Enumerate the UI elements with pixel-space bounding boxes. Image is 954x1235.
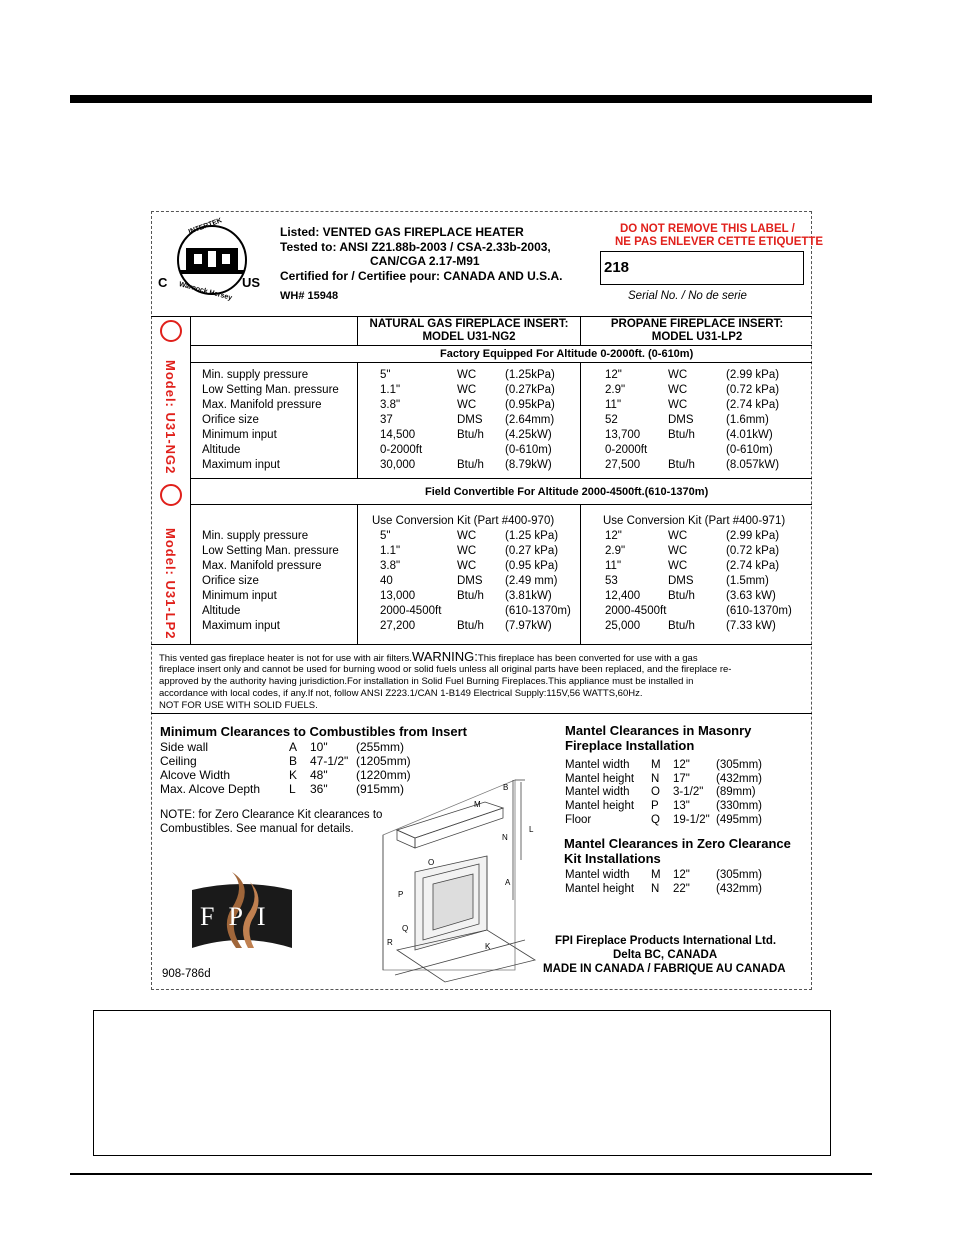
field-altitude-heading: Field Convertible For Altitude 2000-4500ft.(610-1370m) <box>425 486 709 498</box>
ng-unit: WC <box>457 384 477 396</box>
ng-title: NATURAL GAS FIREPLACE INSERT: <box>369 318 569 330</box>
lp-metric: (2.74 kPa) <box>726 399 780 411</box>
ng-value: 5" <box>380 369 391 381</box>
clearance-letter: A <box>289 740 298 754</box>
zero-title-1: Mantel Clearances in Zero Clearance <box>564 836 791 851</box>
warning-line4: accordance with local codes, if any.If not, follow ANSI Z223.1/CAN 1-B149 Electrical Supply:115V,56 WATTS,60Hz. <box>159 688 643 699</box>
masonry-item: Mantel width <box>565 759 630 771</box>
spec-label: Low Setting Man. pressure <box>202 545 339 557</box>
lp-model: MODEL U31-LP2 <box>651 331 743 343</box>
lp-unit: DMS <box>668 575 694 587</box>
maker-line-2: Delta BC, CANADA <box>613 949 718 961</box>
clearance-inches: 10" <box>310 740 328 754</box>
masonry-inches: 17" <box>673 772 690 785</box>
masonry-letter: P <box>651 800 659 813</box>
ng-metric: (8.79kW) <box>505 459 552 471</box>
clearances-title: Minimum Clearances to Combustibles from Insert <box>160 724 468 739</box>
lp-unit: WC <box>668 369 688 381</box>
ng-unit: Btu/h <box>457 429 484 441</box>
model-ng2-checkbox[interactable] <box>160 320 182 342</box>
masonry-inches: 19-1/2" <box>673 813 710 826</box>
ng-unit: DMS <box>457 575 483 587</box>
masonry-title-1: Mantel Clearances in Masonry <box>565 723 752 738</box>
ng-metric: (2.64mm) <box>505 414 555 426</box>
ng-value: 5" <box>380 530 391 542</box>
warning-line1a: This vented gas fireplace heater is not for use with air filters. <box>159 653 412 664</box>
spec-label: Minimum input <box>202 429 277 441</box>
logo-us: US <box>242 275 261 290</box>
lp-value: 27,500 <box>605 459 641 471</box>
lp-unit: WC <box>668 560 688 572</box>
serial-value: 218 <box>604 259 630 276</box>
ng-value: 37 <box>380 414 393 426</box>
diagram-letter: P <box>398 890 404 899</box>
logo-c: C <box>158 275 168 290</box>
lp-metric: (7.33 kW) <box>726 620 776 632</box>
factory-altitude-heading: Factory Equipped For Altitude 0-2000ft. (0-610m) <box>440 348 694 360</box>
lp-value: 13,700 <box>605 429 641 441</box>
lp-metric: (1.5mm) <box>726 575 769 587</box>
ng-value: 13,000 <box>380 590 416 602</box>
lp-unit: Btu/h <box>668 459 695 471</box>
zero-letter: N <box>651 883 660 895</box>
ng-value: 30,000 <box>380 459 416 471</box>
clearance-note-1: NOTE: for Zero Clearance Kit clearances to <box>160 809 383 821</box>
ng-unit: DMS <box>457 414 483 426</box>
lp-title: PROPANE FIREPLACE INSERT: <box>610 318 784 330</box>
clearance-inches: 36" <box>310 782 328 796</box>
diagram-letter: B <box>503 783 509 792</box>
lp-value: 2.9" <box>605 384 626 396</box>
lp-value: 2000-4500ft <box>605 605 667 617</box>
ng-metric: (7.97kW) <box>505 620 552 632</box>
listed-line: Listed: VENTED GAS FIREPLACE HEATER <box>280 225 524 239</box>
spec-label: Max. Manifold pressure <box>202 399 322 411</box>
lp-value: 52 <box>605 414 618 426</box>
clearance-note-2: Combustibles. See manual for details. <box>160 823 354 835</box>
spec-label: Maximum input <box>202 459 280 471</box>
ng-value: 2000-4500ft <box>380 605 442 617</box>
wh-number: WH# 15948 <box>280 290 339 302</box>
ng-metric: (3.81kW) <box>505 590 552 602</box>
lp-value: 12,400 <box>605 590 641 602</box>
ng-metric: (0.27kPa) <box>505 384 555 396</box>
zero-mm: (432mm) <box>716 883 763 895</box>
lp-value: 12" <box>605 369 622 381</box>
ng-metric: (0.95kPa) <box>505 399 555 411</box>
clearance-item: Ceiling <box>160 754 197 768</box>
model-lp2-checkbox[interactable] <box>160 484 182 506</box>
masonry-item: Mantel width <box>565 786 630 799</box>
lp-metric: (0.72 kPa) <box>726 545 780 557</box>
lp-value: 25,000 <box>605 620 641 632</box>
lp-unit: WC <box>668 530 688 542</box>
lp-metric: (3.63 kW) <box>726 590 776 602</box>
masonry-item: Floor <box>565 813 592 826</box>
lp-unit: WC <box>668 384 688 396</box>
ng-unit: Btu/h <box>457 459 484 471</box>
lp-metric: (2.99 kPa) <box>726 369 780 381</box>
lp-unit: WC <box>668 399 688 411</box>
clearance-letter: L <box>289 782 296 796</box>
ng-value: 27,200 <box>380 620 416 632</box>
warning-line5: NOT FOR USE WITH SOLID FUELS. <box>159 700 318 711</box>
ng-unit: WC <box>457 399 477 411</box>
masonry-mm: (305mm) <box>716 759 763 771</box>
serial-box <box>600 251 804 285</box>
spec-label: Low Setting Man. pressure <box>202 384 339 396</box>
lp-unit: DMS <box>668 414 694 426</box>
warning-word: WARNING: <box>411 649 478 664</box>
lp-value: 2.9" <box>605 545 626 557</box>
spec-label: Min. supply pressure <box>202 369 309 381</box>
note-box <box>93 1010 831 1156</box>
ng-value: 3.8" <box>380 399 401 411</box>
part-number: 908-786d <box>162 968 211 980</box>
clearance-item: Alcove Width <box>160 768 231 782</box>
diagram-letter: R <box>387 938 393 947</box>
lp-metric: (0-610m) <box>726 444 773 456</box>
ng-unit: WC <box>457 369 477 381</box>
ng-metric: (4.25kW) <box>505 429 552 441</box>
kit-lp: Use Conversion Kit (Part #400-971) <box>603 515 786 527</box>
ng-value: 1.1" <box>380 545 401 557</box>
side-model-ng2: Model: U31-NG2 <box>163 360 178 475</box>
clearance-mm: (1205mm) <box>356 754 411 768</box>
ng-metric: (610-1370m) <box>505 605 571 617</box>
ng-unit: Btu/h <box>457 620 484 632</box>
lp-unit: Btu/h <box>668 429 695 441</box>
masonry-item: Mantel height <box>565 772 635 785</box>
spec-label: Orifice size <box>202 575 259 587</box>
serial-label: Serial No. / No de serie <box>628 290 747 302</box>
spec-label: Orifice size <box>202 414 259 426</box>
logo-bottom-text: Warnock Hersey <box>178 281 233 302</box>
kit-ng: Use Conversion Kit (Part #400-970) <box>372 515 555 527</box>
zero-item: Mantel width <box>565 869 630 881</box>
certified-line: Certified for / Certifiee pour: CANADA AND U.S.A. <box>280 269 563 283</box>
clearance-letter: K <box>289 768 298 782</box>
zero-title-2: Kit Installations <box>564 851 661 866</box>
masonry-title-2: Fireplace Installation <box>565 738 695 753</box>
clearance-inches: 48" <box>310 768 328 782</box>
warning-line3: approved by the authority having jurisdiction.For installation in Solid Fuel Burning Fireplaces.This appliance must be installed in <box>159 676 694 687</box>
ng-metric: (1.25kPa) <box>505 369 555 381</box>
lp-value: 0-2000ft <box>605 444 648 456</box>
ng-metric: (0.27 kPa) <box>505 545 559 557</box>
ng-value: 0-2000ft <box>380 444 423 456</box>
logo-top-text: INTERTEK <box>187 217 223 236</box>
zero-inches: 12" <box>673 869 690 881</box>
diagram-letter: O <box>428 858 435 867</box>
warning-line1c: This fireplace has been converted for use with a gas <box>477 653 698 664</box>
ng-model: MODEL U31-NG2 <box>422 331 516 343</box>
diagram-letter: M <box>474 800 481 809</box>
diagram-letter: A <box>505 878 511 887</box>
masonry-mm: (432mm) <box>716 772 763 785</box>
clearance-item: Side wall <box>160 740 209 754</box>
spec-label: Altitude <box>202 605 241 617</box>
ng-value: 3.8" <box>380 560 401 572</box>
spec-label: Maximum input <box>202 620 280 632</box>
ng-unit: WC <box>457 530 477 542</box>
lp-metric: (1.6mm) <box>726 414 769 426</box>
clearance-mm: (255mm) <box>356 740 405 754</box>
lp-metric: (4.01kW) <box>726 429 773 441</box>
clearance-mm: (1220mm) <box>356 768 411 782</box>
lp-value: 12" <box>605 530 622 542</box>
lp-metric: (610-1370m) <box>726 605 792 617</box>
ng-metric: (0-610m) <box>505 444 552 456</box>
diagram-letter: K <box>485 942 491 951</box>
clearance-item: Max. Alcove Depth <box>160 782 261 796</box>
tested-line: Tested to: ANSI Z21.88b-2003 / CSA-2.33b-2003, <box>280 240 551 254</box>
masonry-item: Mantel height <box>565 800 635 813</box>
zero-mm: (305mm) <box>716 869 763 881</box>
maker-line-1: FPI Fireplace Products International Ltd. <box>555 935 777 947</box>
masonry-mm: (89mm) <box>716 786 756 799</box>
lp-unit: Btu/h <box>668 590 695 602</box>
diagram-letter: L <box>529 825 534 834</box>
lp-metric: (0.72 kPa) <box>726 384 780 396</box>
masonry-letter: M <box>651 759 661 771</box>
spec-label: Altitude <box>202 444 241 456</box>
zero-inches: 22" <box>673 883 690 895</box>
masonry-letter: O <box>651 786 660 799</box>
do-not-remove-2: NE PAS ENLEVER CETTE ETIQUETTE <box>615 236 824 248</box>
diagram-letter: N <box>502 833 508 842</box>
lp-metric: (8.057kW) <box>726 459 780 471</box>
ng-unit: WC <box>457 560 477 572</box>
clearance-letter: B <box>289 754 298 768</box>
spec-label: Min. supply pressure <box>202 530 309 542</box>
warning-line2: fireplace insert only and cannot be used for burning wood or solid fuels unless all original parts have been replaced, and the fireplace re- <box>159 664 732 675</box>
lp-metric: (2.99 kPa) <box>726 530 780 542</box>
masonry-mm: (330mm) <box>716 800 763 813</box>
ng-metric: (0.95 kPa) <box>505 560 559 572</box>
ng-metric: (2.49 mm) <box>505 575 558 587</box>
ng-value: 40 <box>380 575 393 587</box>
ng-value: 1.1" <box>380 384 401 396</box>
lp-value: 11" <box>605 399 622 411</box>
masonry-letter: N <box>651 772 660 785</box>
lp-metric: (2.74 kPa) <box>726 560 780 572</box>
spec-label: Minimum input <box>202 590 277 602</box>
ng-metric: (1.25 kPa) <box>505 530 559 542</box>
ng-unit: WC <box>457 545 477 557</box>
lp-value: 53 <box>605 575 618 587</box>
masonry-inches: 13" <box>673 800 690 813</box>
tested-line-2: CAN/CGA 2.17-M91 <box>370 254 480 268</box>
masonry-inches: 12" <box>673 759 690 771</box>
ng-unit: Btu/h <box>457 590 484 602</box>
do-not-remove-1: DO NOT REMOVE THIS LABEL / <box>620 223 795 235</box>
fpi-logo-text: FPI <box>200 902 280 931</box>
diagram-letter: Q <box>402 924 409 933</box>
clearance-mm: (915mm) <box>356 782 405 796</box>
clearance-inches: 47-1/2" <box>310 754 349 768</box>
masonry-letter: Q <box>651 813 660 826</box>
masonry-inches: 3-1/2" <box>673 786 704 799</box>
lp-unit: Btu/h <box>668 620 695 632</box>
zero-letter: M <box>651 869 661 881</box>
masonry-mm: (495mm) <box>716 813 763 826</box>
top-rule <box>70 95 872 103</box>
spec-label: Max. Manifold pressure <box>202 560 322 572</box>
side-model-lp2: Model: U31-LP2 <box>163 528 178 640</box>
lp-value: 11" <box>605 560 622 572</box>
bottom-rule <box>70 1173 872 1175</box>
maker-line-3: MADE IN CANADA / FABRIQUE AU CANADA <box>543 963 786 975</box>
zero-item: Mantel height <box>565 883 635 895</box>
lp-unit: WC <box>668 545 688 557</box>
ng-value: 14,500 <box>380 429 416 441</box>
